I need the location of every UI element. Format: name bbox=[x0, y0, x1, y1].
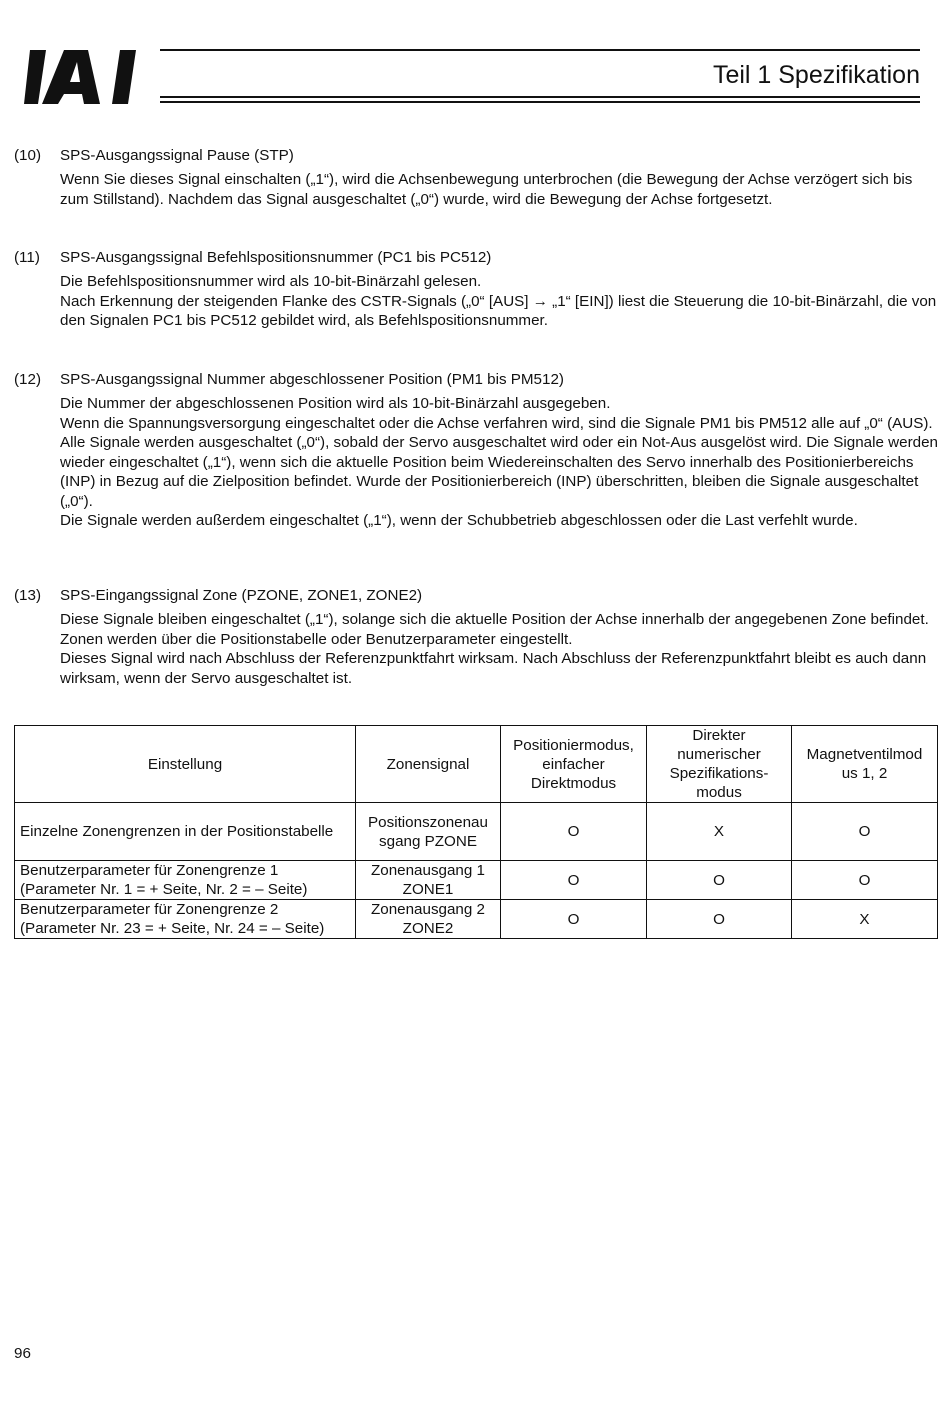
table-cell: Positionszonenau sgang PZONE bbox=[356, 803, 501, 861]
section-title: SPS-Eingangssignal Zone (PZONE, ZONE1, ZONE2) bbox=[60, 587, 423, 604]
section-number: (10) bbox=[14, 147, 42, 164]
paragraph: Zonen werden über die Positionstabelle oder Benutzerparameter eingestellt. bbox=[60, 630, 573, 648]
section-title: SPS-Ausgangssignal Nummer abgeschlossener Position (PM1 bis PM512) bbox=[60, 371, 564, 388]
header-rule-top bbox=[160, 49, 920, 51]
table-cell: Zonenausgang 2 ZONE2 bbox=[356, 900, 501, 939]
section-number: (13) bbox=[14, 587, 42, 604]
paragraph: Die Befehlspositionsnummer wird als 10-bit-Binärzahl gelesen. bbox=[60, 273, 482, 290]
table-cell: O bbox=[792, 803, 938, 861]
table-cell: O bbox=[501, 900, 647, 939]
paragraph: Alle Signale werden ausgeschaltet („0“), sobald der Servo ausgeschaltet wird oder ein Not-Aus ausgelöst wird. Die Signale werden wieder eingeschaltet („1“), wenn sich die aktuelle Position beim Wiedereinschalten des Servo innerhalb des Positionierbereichs (INP) in Bezug auf die Zielposition befindet. Wurde der Positionierbereich (INP) überschritten, bleiben die Signale ausgeschaltet („0“). bbox=[60, 434, 938, 510]
table-header-row bbox=[15, 726, 938, 803]
section-10 bbox=[14, 146, 938, 209]
table-cell: O bbox=[501, 861, 647, 900]
page-header-title: Teil 1 Spezifikation bbox=[712, 61, 920, 89]
paragraph: Dieses Signal wird nach Abschluss der Referenzpunktfahrt wirksam. Nach Abschluss der Referenzpunktfahrt bleibt es auch dann wirksam, wenn der Servo ausgeschaltet ist. bbox=[60, 650, 927, 687]
table-cell: Einzelne Zonengrenzen in der Positionstabelle bbox=[15, 803, 356, 861]
header-rule-bottom bbox=[160, 96, 920, 98]
section-13 bbox=[14, 586, 938, 688]
paragraph: Wenn Sie dieses Signal einschalten („1“), wird die Achsenbewegung unterbrochen (die Bewegung der Achse verzögert sich bis zum Stillstand). Nachdem das Signal ausgeschaltet („0“) wurde, wird die Bewegung der Achse fortgesetzt. bbox=[60, 171, 913, 208]
section-title: SPS-Ausgangssignal Pause (STP) bbox=[60, 147, 294, 164]
section-number: (12) bbox=[14, 371, 42, 388]
section-number: (11) bbox=[14, 249, 40, 266]
paragraph: Die Nummer der abgeschlossenen Position wird als 10-bit-Binärzahl ausgegeben. bbox=[60, 395, 611, 412]
table-cell: X bbox=[792, 900, 938, 939]
section-12 bbox=[14, 370, 938, 531]
column-header-solenoid-mode: Magnetventilmod us 1, 2 bbox=[792, 726, 938, 803]
table-cell: O bbox=[792, 861, 938, 900]
table-row bbox=[15, 861, 938, 900]
section-title: SPS-Ausgangssignal Befehlspositionsnummer (PC1 bis PC512) bbox=[60, 249, 492, 266]
table-cell: Benutzerparameter für Zonengrenze 1 (Parameter Nr. 1 = + Seite, Nr. 2 = – Seite) bbox=[15, 861, 356, 900]
iai-logo bbox=[24, 48, 164, 106]
table-row bbox=[15, 900, 938, 939]
section-11 bbox=[14, 248, 938, 331]
header-rule-bottom-2 bbox=[160, 101, 920, 103]
column-header-direct-numeric-mode: Direkter numerischer Spezifikations-modus bbox=[647, 726, 792, 803]
paragraph: Wenn die Spannungsversorgung eingeschaltet oder die Achse verfahren wird, sind die Signale PM1 bis PM512 alle auf „0“ (AUS). bbox=[60, 414, 933, 432]
zone-table bbox=[14, 725, 938, 939]
table-row bbox=[15, 803, 938, 861]
paragraph: Nach Erkennung der steigenden Flanke des CSTR-Signals („0“ [AUS] → „1“ [EIN]) liest die Steuerung die 10-bit-Binärzahl, die von den Signalen PC1 bis PC512 gebildet wird, als Befehlspositionsnummer. bbox=[60, 292, 937, 329]
table-cell: X bbox=[647, 803, 792, 861]
table-cell: Zonenausgang 1 ZONE1 bbox=[356, 861, 501, 900]
column-header-setting: Einstellung bbox=[15, 726, 356, 803]
table-cell: O bbox=[647, 861, 792, 900]
paragraph: Diese Signale bleiben eingeschaltet („1“), solange sich die aktuelle Position der Achse innerhalb der angegebenen Zone befindet. bbox=[60, 611, 929, 628]
page-number: 96 bbox=[14, 1345, 31, 1362]
paragraph: Die Signale werden außerdem eingeschaltet („1“), wenn der Schubbetrieb abgeschlossen oder die Last verfehlt wurde. bbox=[60, 512, 858, 529]
table-cell: Benutzerparameter für Zonengrenze 2 (Parameter Nr. 23 = + Seite, Nr. 24 = – Seite) bbox=[15, 900, 356, 939]
table-cell: O bbox=[647, 900, 792, 939]
column-header-zone-signal: Zonensignal bbox=[356, 726, 501, 803]
table-cell: O bbox=[501, 803, 647, 861]
column-header-positioning-mode: Positioniermodus, einfacher Direktmodus bbox=[501, 726, 647, 803]
